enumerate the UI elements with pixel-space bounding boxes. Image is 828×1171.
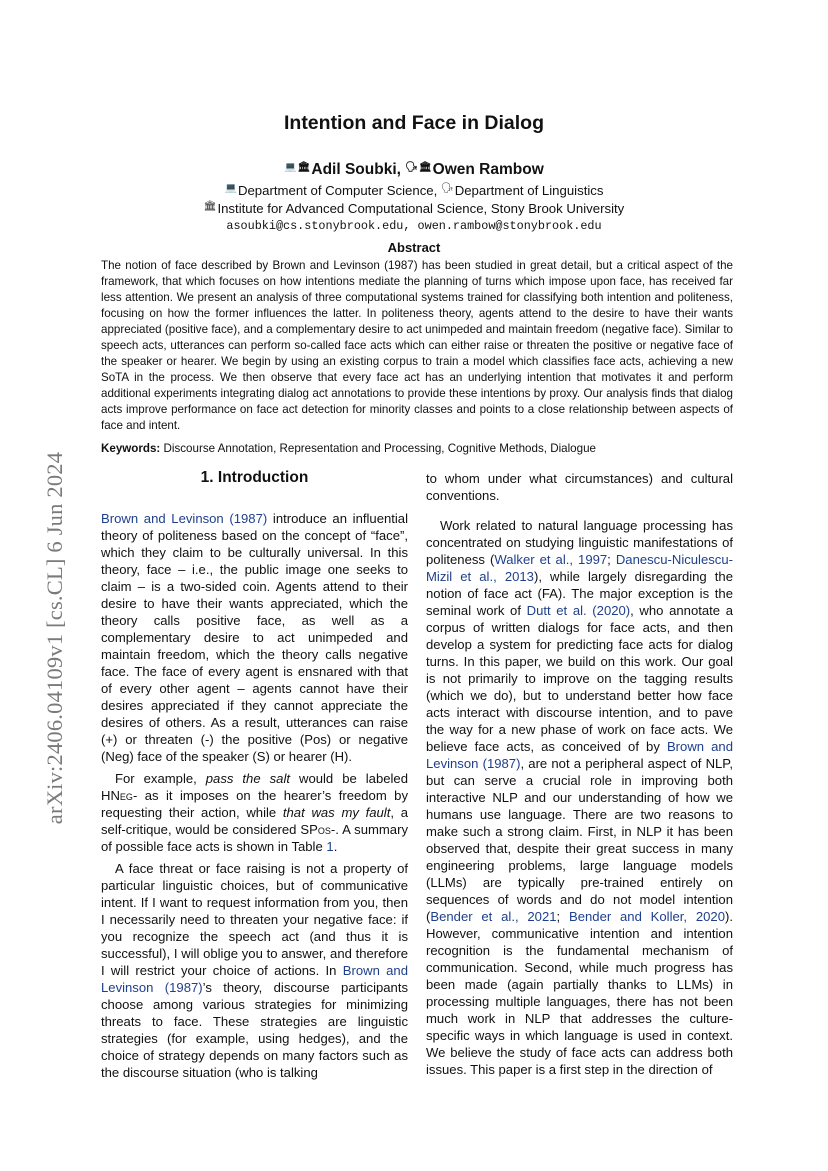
author-list: 💻🏛Adil Soubki, 🗣🏛Owen Rambow [284, 161, 544, 178]
author-name: Adil Soubki [311, 161, 397, 178]
citation-link[interactable]: Dutt et al. (2020) [526, 603, 631, 618]
paragraph: Brown and Levinson (1987) introduce an influential theory of politeness based on the concept of “face”, which they claim to be culturally universal. In this theory, face – i.e., the public image one seeks to claim – is a two-sided coin. Agents attend to their desire to have their wants appreciated, which the theory calls positive face, as well as a complementary desire to act unimpeded and maintain freedom, which the theory calls negative face. The face of every agent is ensnared with that of every other agent – agents cannot have their desires appreciated if they cannot appreciate the desires of others. As a result, utterances can raise (+) or threaten (-) the positive (Pos) or negative (Neg) face of the speaker (S) or hearer (H). [101, 511, 408, 764]
left-column [101, 510, 408, 1081]
affiliation-line: 💻Department of Computer Science, 🗣Department of Linguistics [224, 183, 604, 198]
citation-link[interactable]: Danescu-Niculescu-Mizil et al., 2013 [426, 552, 733, 584]
table-ref-link[interactable]: 1 [326, 839, 334, 854]
paragraph: A face threat or face raising is not a property of particular linguistic choices, but of communicative intent. If I want to request information from you, then I necessarily need to threaten your negative face: if you recognize the speech act (and thus it is successful), I will oblige you to answer, and therefore I will restrict your choice of actions. In Brown and Levinson (1987)’s theory, discourse participants choose among various strategies for minimizing threats to face. These strategies are linguistic strategies (for example, using hedges), and the choice of strategy depends on many factors such as the discourse situation (who is talking [101, 861, 409, 1080]
citation-link[interactable]: Brown and Levinson (1987) [101, 963, 408, 995]
right-column [426, 470, 733, 1078]
computer-icon: 💻 [224, 183, 237, 194]
author-emails: asoubki@cs.stonybrook.edu, owen.rambow@stonybrook.edu [226, 219, 602, 233]
paragraph: to whom under what circumstances) and cultural conventions. [426, 471, 733, 503]
citation-link[interactable]: Brown and Levinson (1987) [426, 739, 733, 771]
keywords-list: Discourse Annotation, Representation and Processing, Cognitive Methods, Dialogue [163, 442, 596, 455]
abstract-heading: Abstract [387, 240, 441, 255]
citation-link[interactable]: Bender and Koller, 2020 [568, 909, 725, 924]
paragraph: Work related to natural language processing has concentrated on studying linguistic manifestations of politeness (Walker et al., 1997; Danescu-Niculescu-Mizil et al., 2013), while largely disregarding the notion of face act (FA). The major exception is the seminal work of Dutt et al. (2020), who annotate a corpus of written dialogs for face acts, and then develop a system for predicting face acts for dialog turns. In this paper, we build on this work. Our goal is not primarily to improve on the tagging results (which we do), but to understand better how face acts interact with discourse intention, and to pave the way for a new phase of work on face acts. We believe face acts, as conceived of by Brown and Levinson (1987), are not a peripheral aspect of NLP, but can serve a crucial role in improving both interactive NLP and our understanding of how we humans use language. There are two reasons to make such a strong claim. First, in NLP it has been observed that, despite their great success in many engineering problems, large language models (LLMs) are typically pre-trained entirely on sequences of words and do not model intention (Bender et al., 2021; Bender and Koller, 2020). However, communicative intention and intention recognition is the fundamental mechanism of communication. Second, while much progress has been made (again partially thanks to LLMs) in processing multiple languages, there has not been much work in NLP that addresses the culture-specific ways in which language is used in context. We believe the study of face acts can address both issues. This paper is a first step in the direction of [426, 518, 733, 1077]
paper-title: Intention and Face in Dialog [283, 112, 544, 134]
citation-link[interactable]: Brown and Levinson (1987) [101, 511, 268, 526]
author-name: Owen Rambow [432, 161, 544, 178]
keywords-label: Keywords: [101, 442, 161, 455]
abstract-body: The notion of face described by Brown and Levinson (1987) has been studied in great detail, but a critical aspect of the framework, that which focuses on how intentions mediate the planning of turns which impose upon face, has received far less attention. We present an analysis of three computational systems trained for classifying both intention and politeness, focusing on how the former influences the latter. In politeness theory, agents attend to the desire to have their wants appreciated (positive face), and a complementary desire to act unimpeded and maintain freedom (negative face). Similar to speech acts, utterances can perform so-called face acts which can either raise or threaten the positive or negative face of the speaker or hearer. We begin by using an existing corpus to train a model which classifies face acts, achieving a new SoTA in the process. We then observe that every face act has an underlying intention that motivates it and perform additional experiments integrating dialog act annotations to provide these intentions by proxy. Our analysis finds that dialog acts improve performance on face act detection for minority classes and points to a close relationship between aspects of face and intent. [101, 259, 733, 432]
institute-icon: 🏛 [418, 162, 432, 173]
citation-link[interactable]: Walker et al., 1997 [494, 552, 608, 567]
section-heading: 1. Introduction [200, 469, 309, 486]
citation-link[interactable]: Bender et al., 2021 [430, 909, 557, 924]
affiliation-line: 🏛Institute for Advanced Computational Science, Stony Brook University [203, 201, 625, 216]
institute-icon: 🏛 [297, 162, 311, 173]
paragraph: For example, pass the salt would be labeled HNeg- as it imposes on the hearer’s freedom by requesting their action, while that was my fault, a self-critique, would be considered SPos-. A summary of possible face acts is shown in Table 1. [101, 771, 408, 854]
computer-icon: 💻 [284, 162, 297, 173]
keywords [101, 441, 733, 457]
institute-icon: 🏛 [203, 201, 217, 212]
speech-head-icon: 🗣 [440, 183, 454, 194]
arxiv-identifier: arXiv:2406.04109v1 [cs.CL] 6 Jun 2024 [42, 451, 67, 825]
arxiv-stamp [22, 378, 67, 898]
speech-head-icon: 🗣 [405, 162, 418, 173]
